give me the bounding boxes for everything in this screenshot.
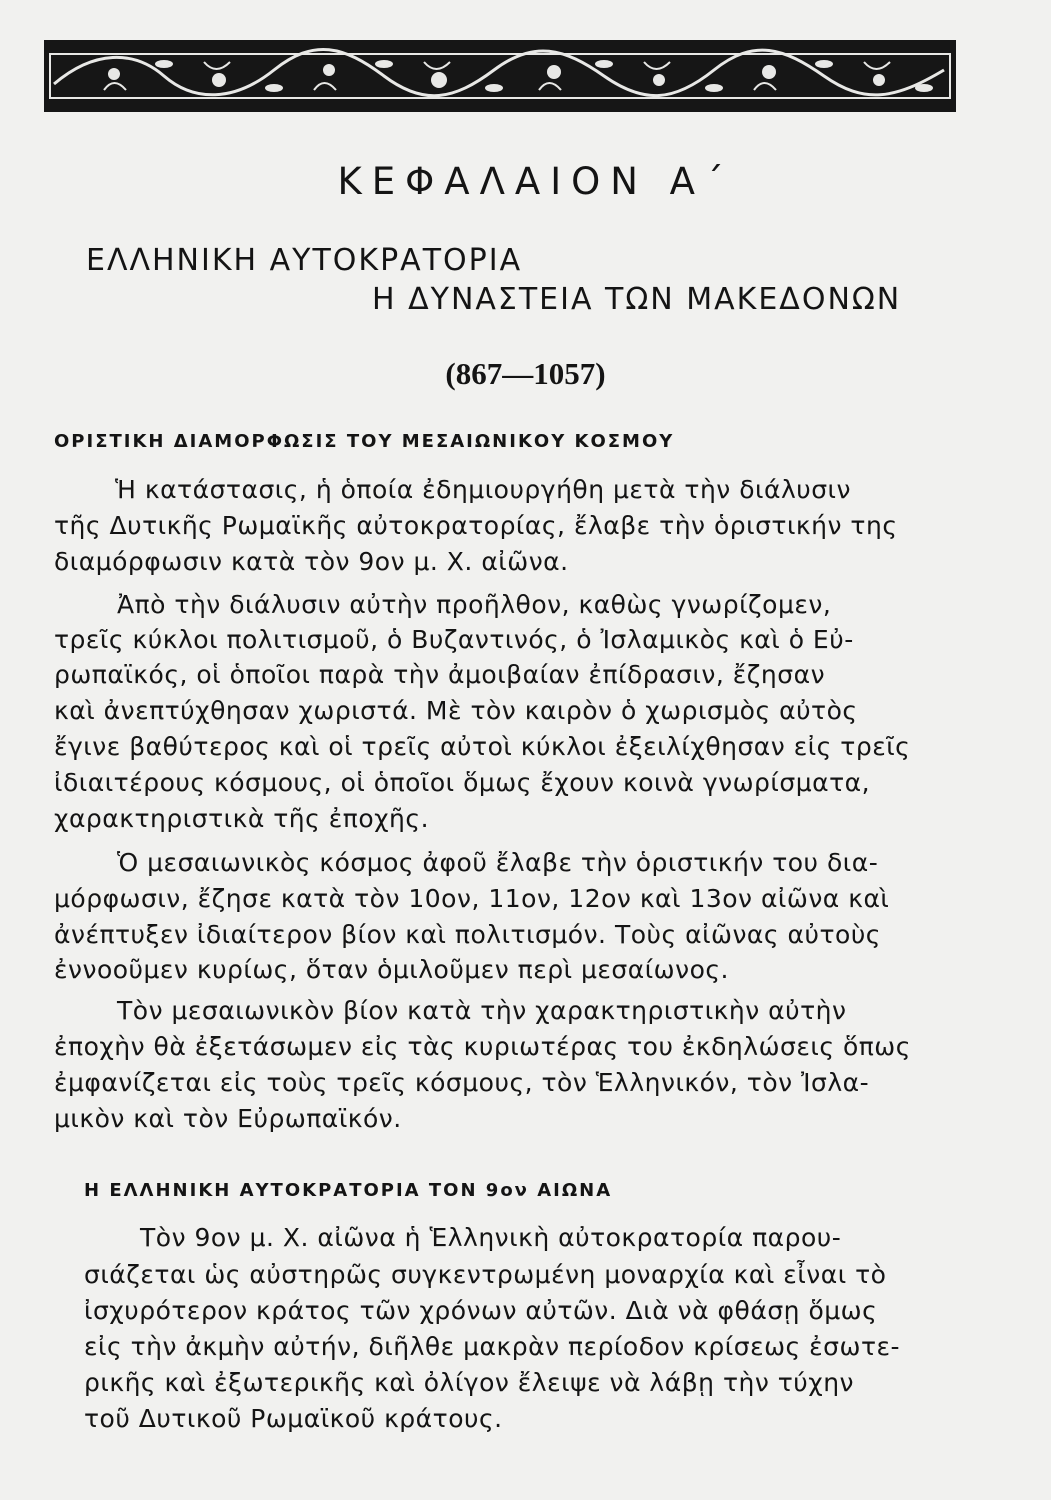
text-line: καὶ ἀνεπτύχθησαν χωριστά. Μὲ τὸν καιρὸν ὁ χωρισμὸς αὐτὸς [54, 696, 858, 725]
ornament-scroll-icon [44, 40, 956, 112]
text-line: ρικῆς καὶ ἐξωτερικῆς καὶ ὀλίγον ἔλειψε νὰ λάβῃ τὴν τύχην [84, 1368, 855, 1397]
text-line: ἰδιαιτέρους κόσμους, οἱ ὁποῖοι ὅμως ἔχουν κοινὰ γνωρίσματα, [54, 768, 871, 797]
section-heading-1: ΟΡΙΣΤΙΚΗ ΔΙΑΜΟΡΦΩΣΙΣ ΤΟΥ ΜΕΣΑΙΩΝΙΚΟΥ ΚΟΣΜΟΥ [54, 431, 675, 452]
period-dates: (867—1057) [445, 356, 606, 391]
text-line: ἐννοοῦμεν κυρίως, ὅταν ὁμιλοῦμεν περὶ μεσαίωνος. [54, 955, 730, 984]
chapter-title: ΚΕΦΑΛΑΙΟΝ Α΄ [337, 160, 734, 203]
text-line: τρεῖς κύκλοι πολιτισμοῦ, ὁ Βυζαντινός, ὁ Ἰσλαμικὸς καὶ ὁ Εὐ- [54, 625, 854, 654]
text-line: ἰσχυρότερον κράτος τῶν χρόνων αὐτῶν. Διὰ νὰ φθάσῃ ὅμως [84, 1296, 878, 1325]
text-line: ἐποχὴν θὰ ἐξετάσωμεν εἰς τὰς κυριωτέρας του ἐκδηλώσεις ὅπως [54, 1032, 911, 1061]
text-line: μόρφωσιν, ἔζησε κατὰ τὸν 10ον, 11ον, 12ον καὶ 13ον αἰῶνα καὶ [54, 884, 890, 913]
text-line: Τὸν μεσαιωνικὸν βίον κατὰ τὴν χαρακτηριστικὴν αὐτὴν [117, 996, 847, 1025]
text-line: ἐμφανίζεται εἰς τοὺς τρεῖς κόσμους, τὸν Ἑλληνικόν, τὸν Ἰσλα- [54, 1068, 870, 1097]
book-title-line-2: Η ΔΥΝΑΣΤΕΙΑ ΤΩΝ ΜΑΚΕΔΟΝΩΝ [372, 282, 902, 317]
text-line: Τὸν 9ον μ. Χ. αἰῶνα ἡ Ἑλληνικὴ αὐτοκρατορία παρου- [140, 1223, 842, 1252]
text-line: σιάζεται ὡς αὐστηρῶς συγκεντρωμένη μοναρχία καὶ εἶναι τὸ [84, 1260, 887, 1289]
text-line: Ὁ μεσαιωνικὸς κόσμος ἀφοῦ ἔλαβε τὴν ὁριστικήν του δια- [117, 848, 879, 877]
text-line: Ἀπὸ τὴν διάλυσιν αὐτὴν προῆλθον, καθὼς γνωρίζομεν, [117, 590, 832, 619]
text-line: διαμόρφωσιν κατὰ τὸν 9ον μ. Χ. αἰῶνα. [54, 547, 569, 576]
text-line: ἀνέπτυξεν ἰδιαίτερον βίον καὶ πολιτισμόν. Τοὺς αἰῶνας αὐτοὺς [54, 920, 881, 949]
text-line: τῆς Δυτικῆς Ρωμαϊκῆς αὐτοκρατορίας, ἔλαβε τὴν ὁριστικήν της [54, 511, 898, 540]
book-title-line-1: ΕΛΛΗΝΙΚΗ ΑΥΤΟΚΡΑΤΟΡΙΑ [86, 243, 523, 278]
section-heading-2: Η ΕΛΛΗΝΙΚΗ ΑΥΤΟΚΡΑΤΟΡΙΑ ΤΟΝ 9ον ΑΙΩΝΑ [84, 1180, 613, 1201]
ornamental-header-band [44, 40, 956, 112]
text-line: εἰς τὴν ἀκμὴν αὐτήν, διῆλθε μακρὰν περίοδον κρίσεως ἐσωτε- [84, 1332, 901, 1361]
text-line: μικὸν καὶ τὸν Εὐρωπαϊκόν. [54, 1104, 402, 1133]
text-line: Ἡ κατάστασις, ἡ ὁποία ἐδημιουργήθη μετὰ τὴν διάλυσιν [115, 475, 851, 504]
text-line: ρωπαϊκός, οἱ ὁποῖοι παρὰ τὴν ἀμοιβαίαν ἐπίδρασιν, ἔζησαν [54, 660, 826, 689]
text-line: ἔγινε βαθύτερος καὶ οἱ τρεῖς αὐτοὶ κύκλοι ἐξειλίχθησαν εἰς τρεῖς [54, 732, 911, 761]
text-line: χαρακτηριστικὰ τῆς ἐποχῆς. [54, 804, 430, 833]
text-line: τοῦ Δυτικοῦ Ρωμαϊκοῦ κράτους. [84, 1404, 503, 1433]
